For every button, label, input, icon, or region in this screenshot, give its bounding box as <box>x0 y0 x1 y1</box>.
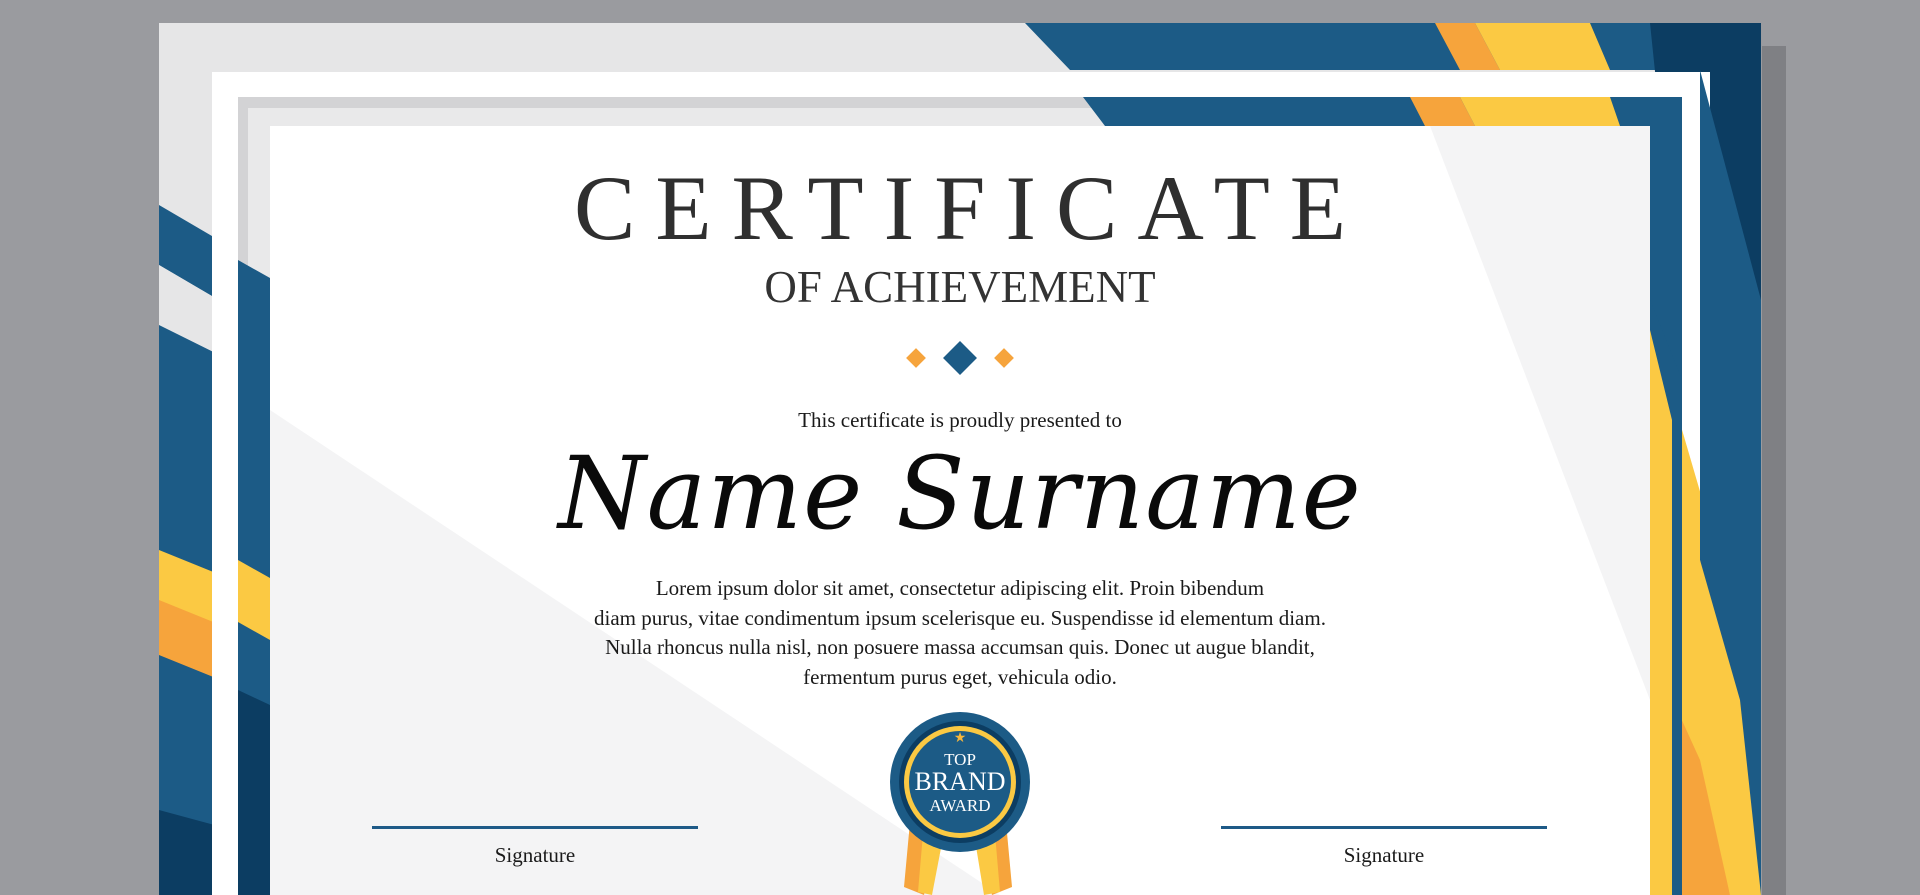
presented-to-text: This certificate is proudly presented to <box>798 408 1122 432</box>
signature-left <box>372 826 698 868</box>
recipient-name: Name Surname <box>558 435 1362 552</box>
star-icon: ★ <box>953 731 967 746</box>
signature-label: Signature <box>1343 843 1425 867</box>
badge-line-award: AWARD <box>929 796 991 815</box>
signature-right <box>1221 826 1547 868</box>
certificate-body <box>0 574 1920 692</box>
body-line: fermentum purus eget, vehicula odio. <box>803 664 1117 689</box>
signature-line <box>372 826 698 829</box>
signature-label: Signature <box>494 843 576 867</box>
badge-line-brand: BRAND <box>914 767 1006 796</box>
diamond-divider-icon <box>900 338 1020 378</box>
award-badge <box>888 712 1032 895</box>
certificate-title: CERTIFICATE <box>573 157 1367 259</box>
body-line: Lorem ipsum dolor sit amet, consectetur adipiscing elit. Proin bibendum <box>655 576 1265 600</box>
badge-line-top: TOP <box>944 750 976 769</box>
certificate-subtitle: OF ACHIEVEMENT <box>764 262 1156 312</box>
signature-line <box>1221 826 1547 829</box>
body-line: diam purus, vitae condimentum ipsum scelerisque eu. Suspendisse id elementum diam. <box>594 605 1326 630</box>
body-line: Nulla rhoncus nulla nisl, non posuere massa accumsan quis. Donec ut augue blandit, <box>605 635 1315 659</box>
